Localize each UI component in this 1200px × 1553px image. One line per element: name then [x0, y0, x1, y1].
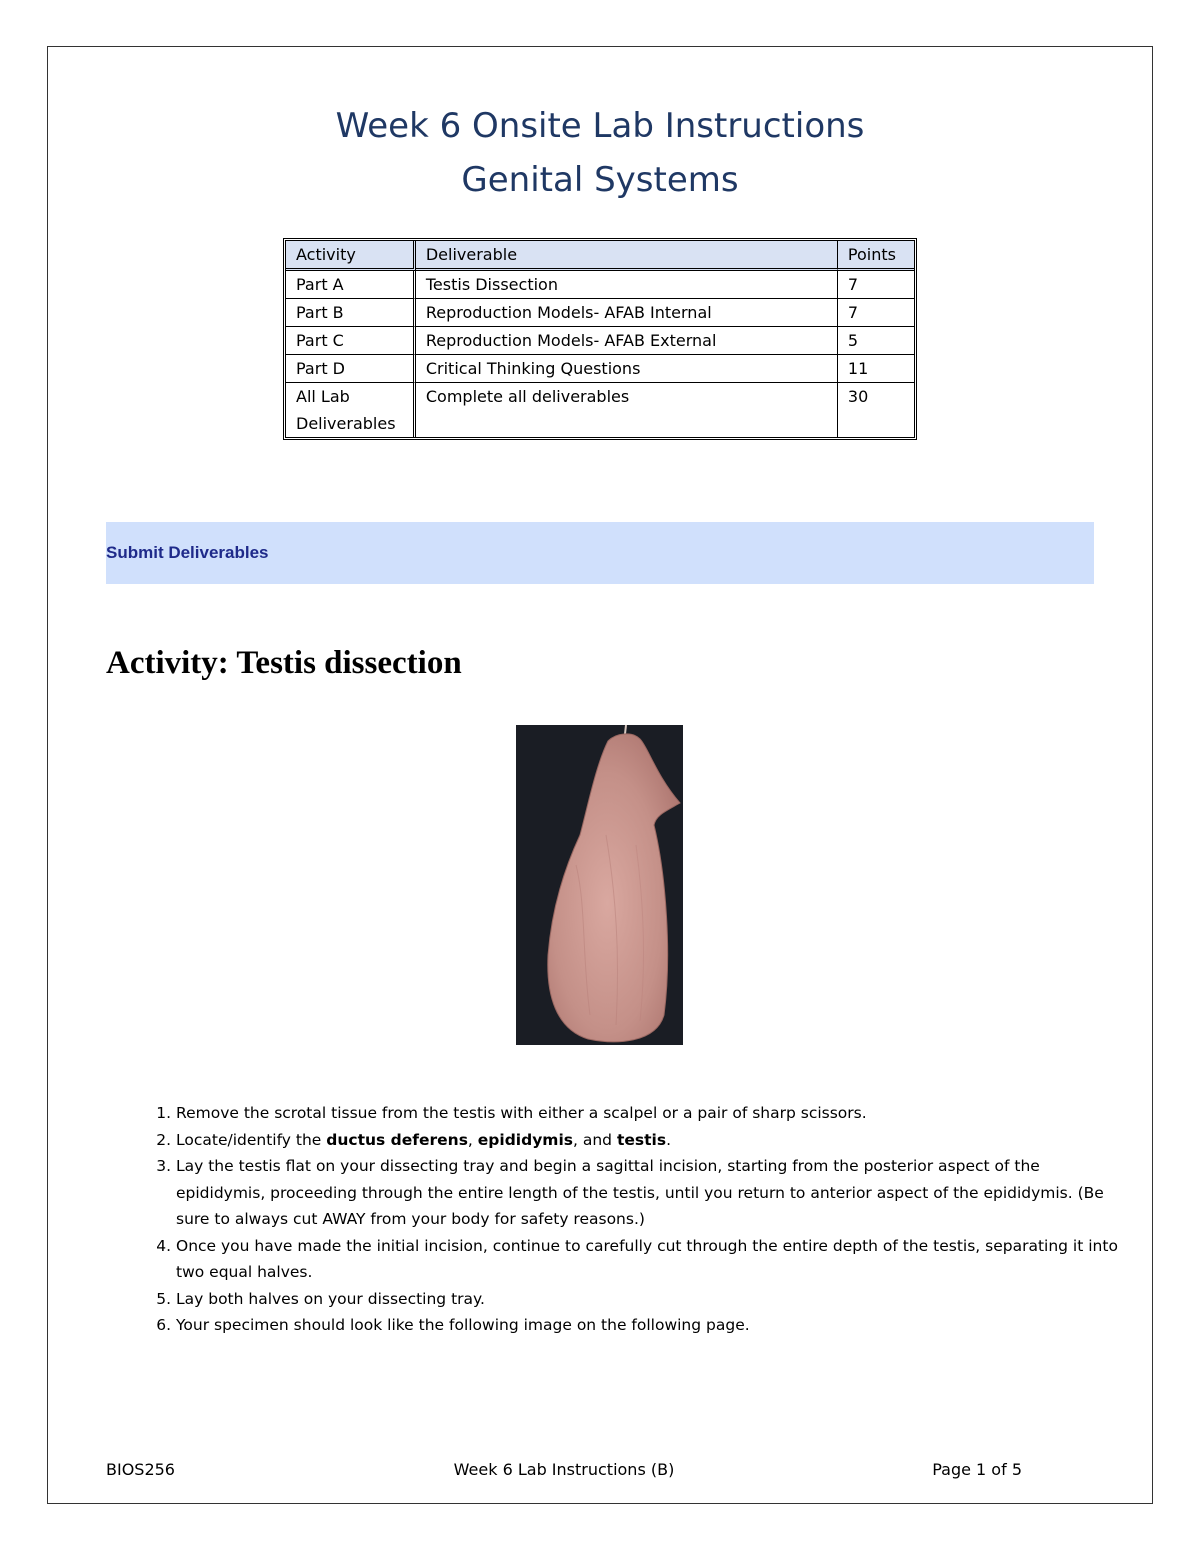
cell-deliverable: Reproduction Models- AFAB External [416, 327, 838, 355]
step-text: . [666, 1130, 671, 1149]
table-row [286, 327, 914, 355]
cell-points: 5 [838, 327, 914, 355]
term-epididymis: epididymis [477, 1130, 573, 1149]
submit-deliverables-link[interactable]: Submit Deliverables [106, 543, 269, 562]
cell-activity: Part D [286, 355, 416, 383]
cell-points: 11 [838, 355, 914, 383]
step-item: 4. Once you have made the initial incision, continue to carefully cut through the entire depth of the testis, separating it into two equal halves. [176, 1233, 1126, 1286]
cell-activity: Part C [286, 327, 416, 355]
cell-points: 30 [847, 387, 869, 406]
testis-illustration [516, 725, 683, 1045]
term-ductus-deferens: ductus deferens [326, 1130, 468, 1149]
footer-course: BIOS256 [106, 1460, 175, 1479]
testis-specimen-image [516, 725, 683, 1045]
instruction-steps [140, 1100, 1126, 1339]
footer-title: Week 6 Lab Instructions (B) [453, 1460, 675, 1479]
term-testis: testis [616, 1130, 667, 1149]
table-row [286, 383, 914, 437]
table-row [286, 271, 914, 299]
footer-page-number: Page 1 of 5 [932, 1460, 1022, 1479]
cell-deliverable: Complete all deliverables [416, 383, 838, 437]
header-activity: Activity [286, 241, 416, 271]
header-points: Points [838, 241, 914, 271]
step-text: Locate/identify the [176, 1130, 327, 1149]
step-text: , [467, 1130, 478, 1149]
document-subtitle: Genital Systems [461, 160, 739, 200]
deliverables-table [283, 238, 917, 440]
cell-activity: Part B [286, 299, 416, 327]
cell-activity: Part A [286, 271, 416, 299]
activity-heading: Activity: Testis dissection [106, 645, 462, 681]
step-item: 1. Remove the scrotal tissue from the testis with either a scalpel or a pair of sharp scissors. [176, 1100, 1126, 1127]
header-deliverable: Deliverable [416, 241, 838, 271]
cell-deliverable: Testis Dissection [416, 271, 838, 299]
step-item: 6. Your specimen should look like the following image on the following page. [176, 1312, 1126, 1339]
cell-deliverable: Reproduction Models- AFAB Internal [416, 299, 838, 327]
step-item: 3. Lay the testis flat on your dissecting tray and begin a sagittal incision, starting from the posterior aspect of the epididymis, proceeding through the entire length of the testis, until you return to anterior aspect of the epididymis. (Be sure to always cut AWAY from your body for safety reasons.) [176, 1153, 1126, 1233]
cell-points: 7 [838, 271, 914, 299]
table-row [286, 299, 914, 327]
cell-activity: All Lab Deliverables [286, 383, 416, 437]
step-text: , and [573, 1130, 617, 1149]
document-title: Week 6 Onsite Lab Instructions [335, 106, 865, 146]
table-row [286, 355, 914, 383]
cell-deliverable: Critical Thinking Questions [416, 355, 838, 383]
cell-points: 7 [838, 299, 914, 327]
step-item [176, 1127, 1126, 1154]
table-header-row [286, 241, 914, 271]
step-item: 5. Lay both halves on your dissecting tray. [176, 1286, 1126, 1313]
